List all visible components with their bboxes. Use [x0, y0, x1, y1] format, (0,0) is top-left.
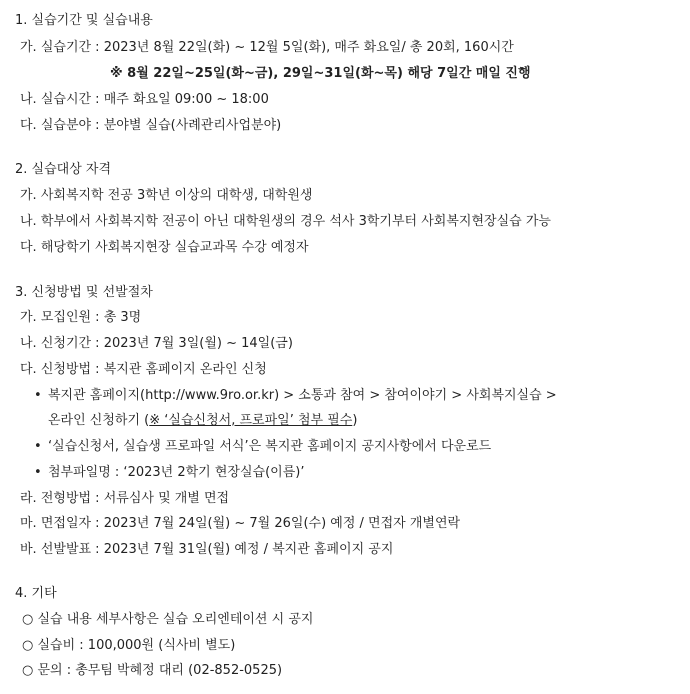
section3-heading: 3. 신청방법 및 선발절차 [15, 285, 153, 300]
section3-recruit: 가. 모집인원 : 총 3명 [20, 310, 142, 325]
bullet-1-close-paren: ) [352, 413, 358, 428]
bullet-1-text: 복지관 홈페이지(http://www.9ro.or.kr) > 소통과 참여 > 참여이야기 > 사회복지실습 > [48, 388, 557, 403]
bullet-icon: • [34, 388, 42, 403]
section1-period-note: ※ 8월 22일~25일(화~금), 29일~31일(화~목) 해당 7일간 매일 진행 [110, 66, 531, 81]
bullet-3-text: 첨부파일명 : ‘2023년 2학기 현장실습(이름)’ [48, 465, 305, 480]
section3-interview-date: 마. 면접일자 : 2023년 7월 24일(월) ~ 7월 26일(수) 예정 / 면접자 개별연락 [20, 516, 461, 531]
section2-item-na: 나. 학부에서 사회복지학 전공이 아닌 대학원생의 경우 석사 3학기부터 사회복지현장실습 가능 [20, 214, 551, 229]
section1-time: 나. 실습시간 : 매주 화요일 09:00 ~ 18:00 [20, 92, 269, 107]
section3-bullet-2 [34, 437, 491, 457]
section2-heading: 2. 실습대상 자격 [15, 162, 112, 177]
section3-apply-period: 나. 신청기간 : 2023년 7월 3일(월) ~ 14일(금) [20, 336, 293, 351]
section3-apply-method: 다. 신청방법 : 복지관 홈페이지 온라인 신청 [20, 362, 267, 377]
section4-item-3: ○ 문의 : 총무팀 박혜정 대리 (02-852-0525) [22, 663, 283, 678]
bullet-1-cont-text: 온라인 신청하기 ( [48, 413, 150, 428]
section4-item-1: ○ 실습 내용 세부사항은 실습 오리엔테이션 시 공지 [22, 612, 314, 627]
section3-bullet-3 [34, 463, 305, 483]
section2-item-da: 다. 해당학기 사회복지현장 실습교과목 수강 예정자 [20, 240, 309, 255]
section3-selection-method: 라. 전형방법 : 서류심사 및 개별 면접 [20, 491, 230, 506]
section3-bullet-1 [34, 386, 557, 406]
bullet-icon: • [34, 465, 42, 480]
section3-announcement: 바. 선발발표 : 2023년 7월 31일(월) 예정 / 복지관 홈페이지 공지 [20, 542, 394, 557]
bullet-icon: • [34, 439, 42, 454]
section1-field: 다. 실습분야 : 분야별 실습(사례관리사업분야) [20, 118, 282, 133]
section2-item-ga: 가. 사회복지학 전공 3학년 이상의 대학생, 대학원생 [20, 188, 313, 203]
section3-bullet-1-cont [48, 411, 357, 431]
section1-period: 가. 실습기간 : 2023년 8월 22일(화) ~ 12월 5일(화), 매주 화요일/ 총 20회, 160시간 [20, 40, 514, 55]
section4-item-2: ○ 실습비 : 100,000원 (식사비 별도) [22, 638, 236, 653]
attachment-required-note: ※ ‘실습신청서, 프로파일’ 첨부 필수 [149, 413, 353, 428]
section1-heading: 1. 실습기간 및 실습내용 [15, 13, 153, 28]
bullet-2-text: ‘실습신청서, 실습생 프로파일 서식’은 복지관 홈페이지 공지사항에서 다운로드 [48, 439, 492, 454]
section4-heading: 4. 기타 [15, 586, 57, 601]
